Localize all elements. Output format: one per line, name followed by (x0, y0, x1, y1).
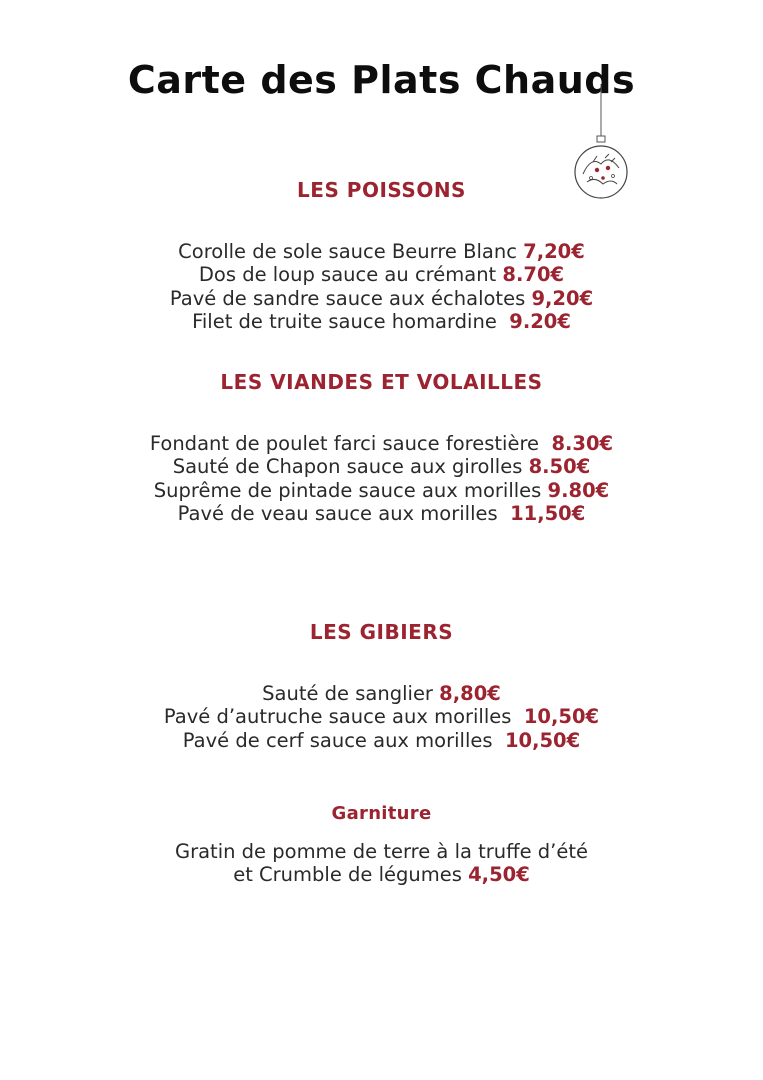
dish-price: 8.30€ (551, 432, 614, 455)
page-title: Carte des Plats Chauds (127, 58, 636, 102)
menu-item (0, 729, 763, 752)
dish-price: 11,50€ (510, 501, 586, 525)
menu-item (0, 479, 763, 502)
dish-name: Corolle de sole sauce Beurre Blanc (178, 240, 517, 263)
dish-price: 8.70€ (502, 263, 565, 287)
dish-name: Pavé d’autruche sauce aux morilles (163, 705, 512, 729)
dish-name: Pavé de veau sauce aux morilles (177, 501, 498, 525)
menu-item-list (0, 682, 763, 752)
dish-price: 8.50€ (528, 455, 591, 479)
dish-name: Fondant de poulet farci sauce forestière (149, 432, 540, 455)
dish-price: 7,20€ (523, 240, 585, 263)
section-heading: Garniture (331, 803, 432, 824)
section-gibiers (0, 620, 763, 752)
section-heading: LES POISSONS (297, 178, 466, 202)
menu-item (0, 310, 763, 333)
section-garniture (0, 803, 763, 887)
dish-price: 9,20€ (531, 286, 594, 310)
menu-item (0, 502, 763, 525)
section-heading: LES VIANDES ET VOLAILLES (220, 370, 543, 394)
menu-item-list (0, 432, 763, 525)
dish-name: et Crumble de légumes (233, 863, 462, 887)
dish-name: Filet de truite sauce homardine (192, 309, 497, 333)
dish-name: Suprême de pintade sauce aux morilles (153, 478, 542, 502)
menu-item-list (0, 240, 763, 333)
menu-item (0, 432, 763, 455)
dish-name: Sauté de sanglier (262, 682, 433, 705)
section-poissons (0, 178, 763, 333)
dish-price: 4,50€ (468, 863, 530, 887)
section-viandes-volailles (0, 370, 763, 525)
menu-item (0, 455, 763, 478)
dish-price: 8,80€ (439, 682, 501, 705)
menu-item (0, 240, 763, 263)
dish-name: Sauté de Chapon sauce aux girolles (172, 455, 523, 479)
dish-price: 9.20€ (509, 309, 571, 333)
garniture-line (0, 863, 763, 886)
menu-item (0, 287, 763, 310)
menu-item (0, 263, 763, 286)
dish-name: Pavé de sandre sauce aux échalotes (169, 286, 526, 310)
menu-item (0, 705, 763, 728)
section-heading: LES GIBIERS (309, 620, 454, 644)
dish-name: Dos de loup sauce au crémant (198, 263, 497, 287)
dish-price: 10,50€ (504, 728, 581, 752)
dish-price: 10,50€ (523, 705, 600, 729)
dish-price: 9.80€ (547, 478, 610, 502)
garniture-line: Gratin de pomme de terre à la truffe d’été (174, 840, 589, 863)
dish-name: Pavé de cerf sauce aux morilles (182, 728, 493, 752)
menu-item (0, 682, 763, 705)
menu-item-list (0, 840, 763, 887)
